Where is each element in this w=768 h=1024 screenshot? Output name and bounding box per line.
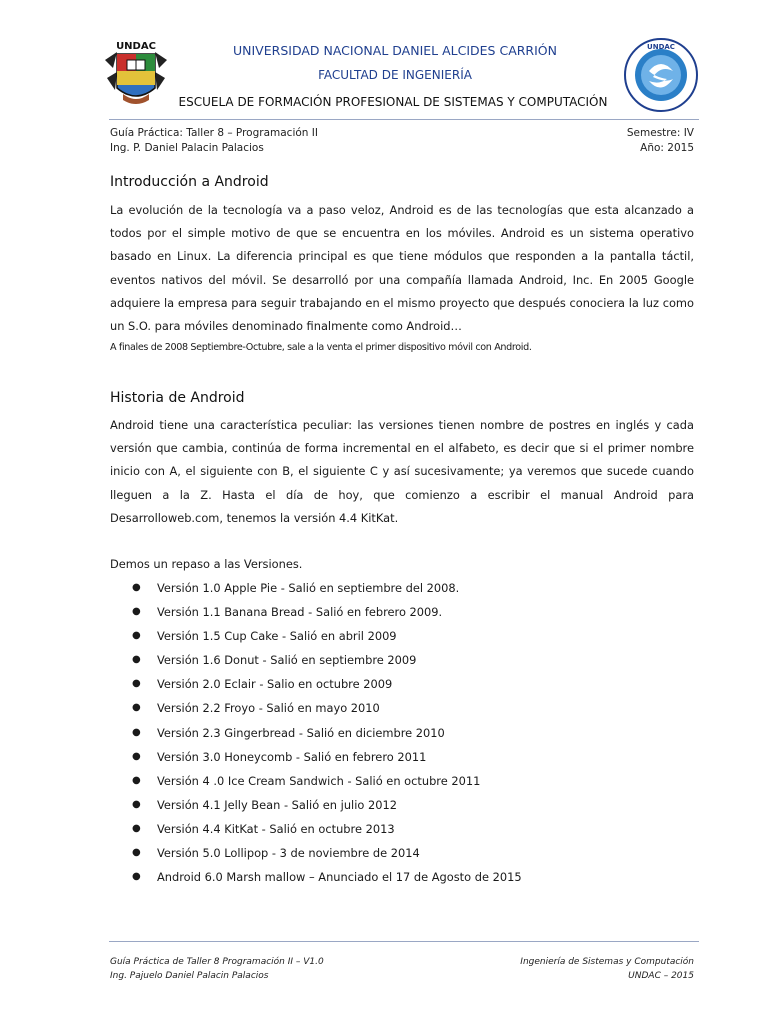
- year-label: Año: 2015: [640, 142, 694, 154]
- intro-release-note: A finales de 2008 Septiembre-Octubre, sale a la venta el primer dispositivo móvil con Android.: [110, 342, 532, 353]
- list-item: ● Versión 1.5 Cup Cake - Salió en abril 2009: [110, 624, 522, 648]
- bullet-icon: ●: [132, 798, 141, 810]
- list-item: ● Versión 2.0 Eclair - Salio en octubre 2009: [110, 672, 522, 696]
- footer-department: Ingeniería de Sistemas y Computación: [520, 957, 694, 967]
- footer-institution-year: UNDAC – 2015: [628, 971, 694, 981]
- list-item: ● Versión 1.0 Apple Pie - Salió en septiembre del 2008.: [110, 576, 522, 600]
- list-item: ● Android 6.0 Marsh mallow – Anunciado el 17 de Agosto de 2015: [110, 865, 522, 889]
- list-item: ● Versión 2.3 Gingerbread - Salió en diciembre 2010: [110, 721, 522, 745]
- bullet-icon: ●: [132, 582, 141, 593]
- school-name: ESCUELA DE FORMACIÓN PROFESIONAL DE SISTEMAS Y COMPUTACIÓN: [178, 95, 608, 109]
- list-item: ● Versión 1.1 Banana Bread - Salió en febrero 2009.: [110, 600, 522, 624]
- footer-right: [470, 955, 694, 983]
- semester-label: Semestre: IV: [626, 127, 694, 139]
- systems-school-logo: [623, 37, 699, 113]
- list-item: ● Versión 4 .0 Ice Cream Sandwich - Salió en octubre 2011: [110, 769, 522, 793]
- bullet-icon: ●: [132, 654, 141, 666]
- footer-divider: [109, 941, 699, 942]
- footer-author: Ing. Pajuelo Daniel Palacin Palacios: [110, 971, 269, 981]
- teacher-name: Ing. P. Daniel Palacin Palacios: [110, 142, 264, 154]
- history-paragraph: Android tiene una característica peculiar: las versiones tienen nombre de postres en inglés y cada versión que cambia, continúa de forma incremental en el alfabeto, es decir que si el primer nombre inicio con A, el siguiente con B, el siguiente C y así sucesivamente; ya veremos que sucede cuando lleguen a la Z. Hasta el día de hoy, que comienzo a escribir el manual Android para Desarrolloweb.com, tenemos la versión 4.4 KitKat.: [110, 418, 694, 525]
- document-meta-right: [560, 126, 694, 156]
- bullet-icon: ●: [132, 630, 141, 642]
- footer-guide-version: Guía Práctica de Taller 8 Programación II – V1.0: [110, 957, 324, 967]
- list-item: ● Versión 4.1 Jelly Bean - Salió en julio 2012: [110, 793, 522, 817]
- list-item: ● Versión 1.6 Donut - Salió en septiembre 2009: [110, 648, 522, 672]
- list-item: ● Versión 3.0 Honeycomb - Salió en febrero 2011: [110, 745, 522, 769]
- bullet-icon: ●: [132, 750, 141, 762]
- faculty-name: FACULTAD DE INGENIERÍA: [318, 68, 472, 82]
- list-item: ● Versión 4.4 KitKat - Salió en octubre 2013: [110, 817, 522, 841]
- document-meta-left: [110, 126, 318, 156]
- list-item: ● Versión 2.2 Froyo - Salió en mayo 2010: [110, 696, 522, 720]
- versions-list: [110, 576, 522, 889]
- bullet-icon: ●: [132, 606, 141, 618]
- footer-left: [110, 955, 324, 983]
- intro-heading: Introducción a Android: [110, 174, 269, 190]
- guide-title: Guía Práctica: Taller 8 – Programación II: [110, 127, 318, 139]
- bullet-icon: ●: [132, 702, 141, 714]
- undac-crest-logo: [103, 38, 169, 110]
- versions-intro: Demos un repaso a las Versiones.: [110, 557, 303, 571]
- intro-paragraph: La evolución de la tecnología va a paso veloz, Android es de las tecnologías que esta alcanzado a todos por el simple motivo de que se encuentra en los móviles. Android es un sistema operativo basado en Linux. La diferencia principal es que tiene módulos que responden a la pantalla táctil, eventos nativos del móvil. Se desarrolló por una compañía llamada Android, Inc. En 2005 Google adquiere la empresa para seguir trabajando en el mismo proyecto que después conociera la luz como un S.O. para móviles denominado finalmente como Android…: [110, 203, 694, 334]
- bullet-icon: ●: [132, 678, 141, 690]
- bullet-icon: ●: [132, 871, 141, 883]
- crest-logo-lettering: UNDAC: [116, 41, 156, 52]
- list-item: ● Versión 5.0 Lollipop - 3 de noviembre de 2014: [110, 841, 522, 865]
- history-heading: Historia de Android: [110, 390, 245, 406]
- header-divider: [109, 119, 699, 120]
- university-name: UNIVERSIDAD NACIONAL DANIEL ALCIDES CARRIÓN: [233, 43, 557, 58]
- bullet-icon: ●: [132, 774, 141, 786]
- bullet-icon: ●: [132, 822, 141, 834]
- circle-logo-lettering: UNDAC: [647, 43, 675, 51]
- bullet-icon: ●: [132, 726, 141, 738]
- bullet-icon: ●: [132, 847, 141, 859]
